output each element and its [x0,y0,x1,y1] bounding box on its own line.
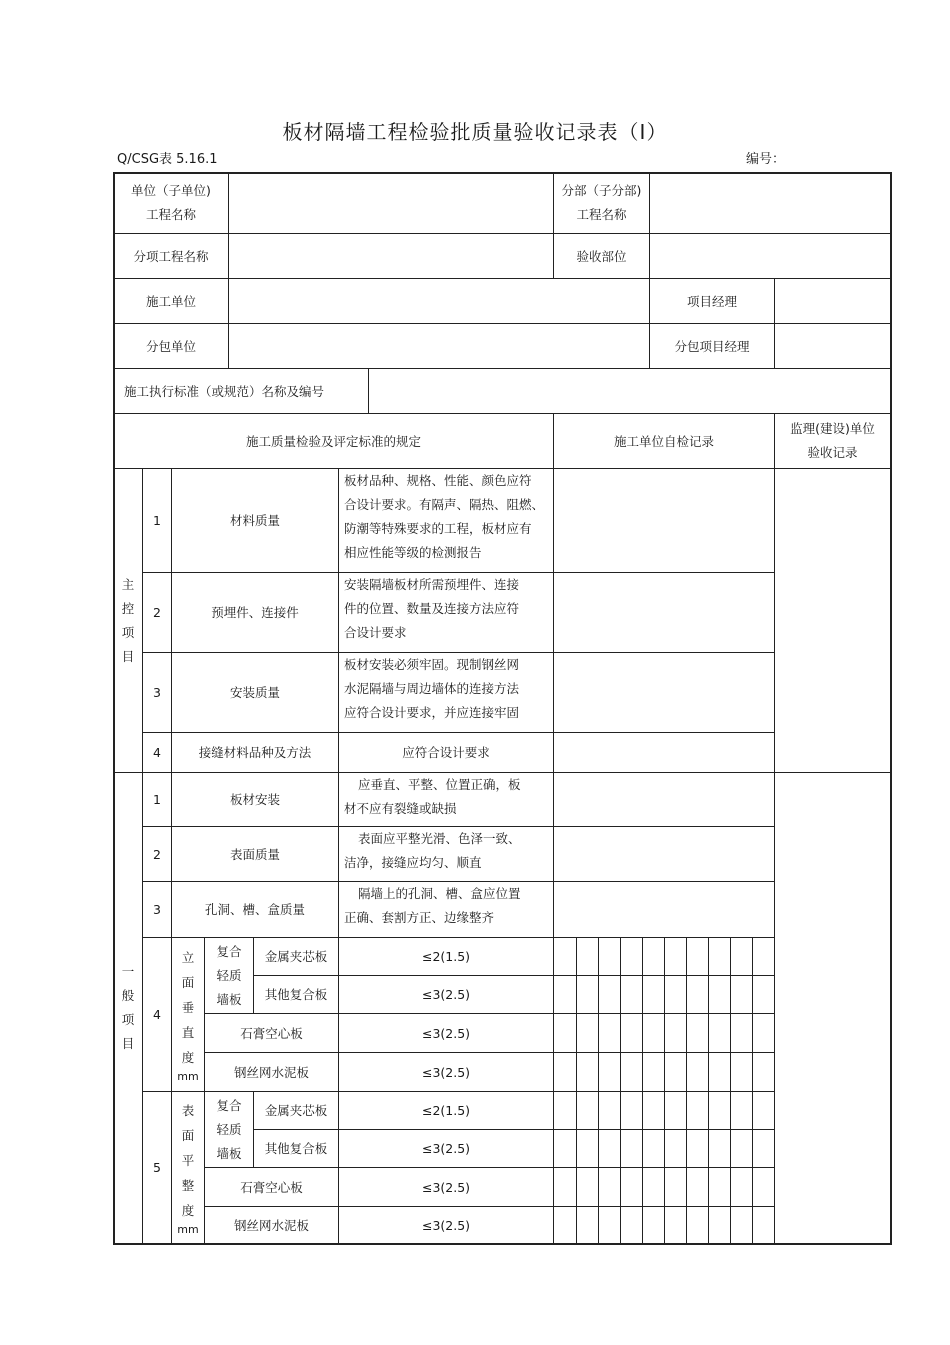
general-item-self-check-field[interactable] [554,882,774,937]
general-items-group-label [114,773,142,1243]
tolerance-row-limit: ≤3(2.5) [421,1025,471,1041]
tolerance-group-label [172,1092,204,1243]
form-title: 板材隔墙工程检验批质量验收记录表（Ⅰ） [282,120,668,144]
self-check-column-header: 施工单位自检记录 [613,433,714,449]
unit-name-line: 工程名称 [145,207,196,222]
spec-column-header: 施工质量检验及评定标准的规定 [245,433,421,449]
tolerance-row-name: 石膏空心板 [240,1025,303,1041]
label-unit: mm [177,1223,199,1236]
vline [620,937,621,1245]
label-char: 面 [181,1128,195,1143]
tolerance-row-name: 其他复合板 [264,1141,328,1156]
main-item-no: 3 [153,685,161,700]
spec-line: 相应性能等级的检测报告 [344,545,482,560]
spec-line: 隔墙上的孔洞、槽、盒应位置 [358,886,521,901]
unit-name-line: 单位（子单位) [131,183,211,198]
supervision-line: 验收记录 [807,445,858,460]
tolerance-group-no: 4 [153,1007,161,1022]
subsection-line: 分部（子分部) [561,183,642,198]
label-char: 度 [181,1050,195,1065]
vline [708,937,709,1245]
general-item-name: 孔洞、槽、盒质量 [204,902,305,917]
general-item-self-check-field[interactable] [554,827,774,881]
tolerance-row-name: 金属夹芯板 [264,949,328,964]
tolerance-row-name: 其他复合板 [264,987,328,1002]
tolerance-row-name: 钢丝网水泥板 [233,1217,309,1233]
vline [686,937,687,1245]
group-char: 主 [121,576,135,592]
spec-line: 板材品种、规格、性能、颜色应符 [344,473,532,488]
label-char: 度 [181,1203,195,1218]
main-item-no: 4 [153,745,161,760]
construction-unit-field[interactable] [229,279,649,323]
general-item-spec [339,882,553,937]
spec-line: 正确、套割方正、边缘整齐 [344,910,495,925]
item-project-field[interactable] [229,234,553,278]
main-item-self-check-field[interactable] [554,573,774,652]
main-item-name: 材料质量 [229,513,280,528]
subsection-line: 工程名称 [576,207,627,222]
supervision-line: 监理(建设)单位 [790,421,875,436]
label-char: 平 [181,1153,195,1168]
vline [664,937,665,1245]
subcontract-manager-field[interactable] [775,324,890,368]
tolerance-row-limit: ≤3(2.5) [421,1217,471,1233]
subsection-field[interactable] [650,173,890,233]
vline [730,937,731,1245]
form-code: Q/CSG表 5.16.1 [117,152,218,167]
project-manager-label: 项目经理 [686,293,737,309]
main-items-group-label [114,469,142,772]
tolerance-row-name: 金属夹芯板 [264,1103,328,1118]
composite-board-label [205,938,253,1013]
composite-line: 轻质 [216,1121,242,1137]
spec-line: 板材安装必须牢固。现制钢丝网 [344,657,520,672]
composite-line: 墙板 [216,991,242,1007]
tolerance-row-name: 石膏空心板 [240,1179,303,1195]
general-item-name: 板材安装 [229,792,280,807]
vline [752,937,753,1245]
composite-line: 墙板 [216,1145,242,1161]
general-item-no: 2 [153,846,161,862]
label-char: 垂 [181,1000,195,1015]
general-items-supervision-field[interactable] [775,773,890,1243]
project-manager-field[interactable] [775,279,890,323]
main-item-name: 接缝材料品种及方法 [198,745,312,760]
label-unit: mm [177,1070,199,1083]
spec-line: 应符合设计要求，并应连接牢固 [344,705,520,720]
tolerance-row-name: 钢丝网水泥板 [233,1064,309,1080]
subcontract-unit-label: 分包单位 [145,338,196,354]
tolerance-group-no: 5 [153,1160,161,1175]
spec-line: 应垂直、平整、位置正确，板 [358,777,521,792]
spec-line: 防潮等特殊要求的工程，板材应有 [344,521,532,536]
general-item-no: 3 [153,902,161,917]
tolerance-row-limit: ≤3(2.5) [421,987,471,1002]
spec-line: 洁净，接缝应均匀、顺直 [344,855,482,870]
tolerance-row-limit: ≤2(1.5) [421,949,471,964]
general-item-no: 1 [153,792,161,807]
construction-unit-label: 施工单位 [145,293,196,309]
label-char: 直 [181,1025,195,1040]
spec-line: 材不应有裂缝或缺损 [344,801,457,816]
table-border-right [890,172,892,1245]
main-item-no: 2 [153,605,161,620]
group-char: 般 [121,988,135,1003]
main-item-self-check-field[interactable] [554,733,774,772]
supervision-column-header [775,414,890,468]
standard-label: 施工执行标准（或规范）名称及编号 [124,383,325,399]
general-item-spec [339,773,553,826]
spec-line: 水泥隔墙与周边墙体的连接方法 [344,681,520,696]
form-number-label: 编号： [746,152,786,167]
main-item-spec [339,573,553,652]
vline [642,937,643,1245]
spec-line: 安装隔墙板材所需预埋件、连接 [344,577,520,592]
subsection-label [554,173,649,233]
general-item-spec [339,827,553,881]
tolerance-row-limit: ≤3(2.5) [421,1179,471,1195]
label-char: 面 [181,975,195,990]
tolerance-row-limit: ≤2(1.5) [421,1103,471,1118]
vline [576,937,577,1245]
spec-line: 表面应平整光滑、色泽一致、 [358,831,521,846]
main-item-spec: 应符合设计要求 [402,745,490,760]
tolerance-row-limit: ≤3(2.5) [421,1141,471,1156]
spec-line: 合设计要求 [344,625,407,640]
subcontract-manager-label: 分包项目经理 [674,338,750,354]
tolerance-row-limit: ≤3(2.5) [421,1064,471,1080]
group-char: 项 [121,624,135,640]
group-char: 目 [121,648,135,664]
subcontract-unit-field[interactable] [229,324,649,368]
main-item-name: 预埋件、连接件 [211,605,299,620]
tolerance-group-label [172,938,204,1091]
group-char: 项 [121,1012,135,1027]
standard-field[interactable] [369,369,890,413]
main-item-self-check-field[interactable] [554,469,774,572]
label-char: 整 [181,1178,195,1193]
label-char: 立 [181,950,195,965]
main-item-self-check-field[interactable] [554,653,774,732]
item-project-label: 分项工程名称 [133,248,209,264]
vline [598,937,599,1245]
table-border-bottom [113,1243,892,1245]
spec-line: 件的位置、数量及连接方法应符 [344,601,520,616]
acceptance-part-field[interactable] [650,234,890,278]
unit-name-label [114,173,228,233]
spec-line: 合设计要求。有隔声、隔热、阻燃、 [344,497,545,512]
group-char: 控 [121,600,135,616]
composite-line: 复合 [216,1097,242,1113]
label-char: 表 [181,1103,195,1118]
main-item-name: 安装质量 [229,685,280,700]
main-item-no: 1 [153,513,161,528]
general-item-name: 表面质量 [229,846,280,862]
unit-name-field[interactable] [229,173,553,233]
group-char: 一 [121,964,135,979]
acceptance-part-label: 验收部位 [576,248,627,264]
group-char: 目 [121,1036,135,1051]
composite-line: 复合 [216,943,242,959]
main-item-spec [339,653,553,732]
main-items-supervision-field[interactable] [775,469,890,772]
main-item-spec [339,469,553,572]
composite-board-label [205,1092,253,1167]
composite-line: 轻质 [216,967,242,983]
general-item-self-check-field[interactable] [554,773,774,826]
